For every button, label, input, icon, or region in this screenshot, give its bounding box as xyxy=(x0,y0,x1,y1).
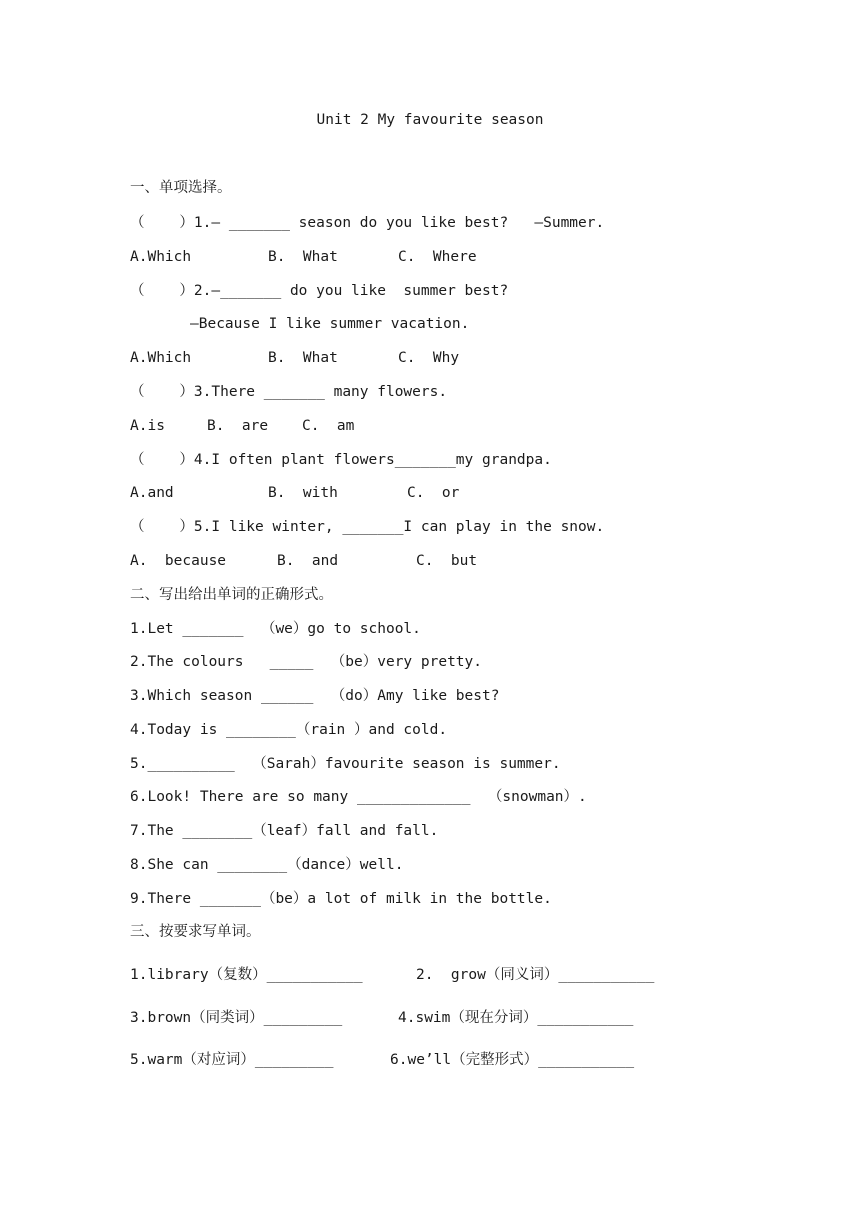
word-form-item-9: 9.There _______（be）a lot of milk in the bottle. xyxy=(130,891,552,907)
question-3: （ ）3.There _______ many flowers. xyxy=(130,384,448,400)
q3-option-b: B. are xyxy=(207,418,269,434)
section2-heading: 二、写出给出单词的正确形式。 xyxy=(130,587,333,603)
word-form-item-8: 8.She can ________（dance）well. xyxy=(130,857,404,873)
word-form-item-5: 5.__________ （Sarah）favourite season is summer. xyxy=(130,756,561,772)
q4-option-b: B. with xyxy=(268,485,338,501)
question-2-answer: —Because I like summer vacation. xyxy=(190,316,470,332)
q5-option-c: C. but xyxy=(416,553,478,569)
q2-option-b: B. What xyxy=(268,350,338,366)
word-form-item-7: 7.The ________（leaf）fall and fall. xyxy=(130,823,439,839)
word-task-2: 2. grow（同义词）___________ xyxy=(416,967,655,983)
q1-option-c: C. Where xyxy=(398,249,477,265)
word-form-item-4: 4.Today is ________（rain ）and cold. xyxy=(130,722,448,738)
word-form-item-6: 6.Look! There are so many _____________ （snowman）. xyxy=(130,789,587,805)
q1-option-a: A.Which xyxy=(130,249,192,265)
word-form-item-2: 2.The colours _____ （be）very pretty. xyxy=(130,654,483,670)
q4-option-a: A.and xyxy=(130,485,174,501)
question-1: （ ）1.— _______ season do you like best? —Summer. xyxy=(130,215,605,231)
word-task-5: 5.warm（对应词）_________ xyxy=(130,1052,334,1068)
question-5: （ ）5.I like winter, _______I can play in the snow. xyxy=(130,519,605,535)
word-form-item-1: 1.Let _______ （we）go to school. xyxy=(130,621,421,637)
q2-option-a: A.Which xyxy=(130,350,192,366)
word-task-3: 3.brown（同类词）_________ xyxy=(130,1010,343,1026)
q5-option-b: B. and xyxy=(277,553,339,569)
question-4: （ ）4.I often plant flowers_______my grandpa. xyxy=(130,452,552,468)
section1-heading: 一、单项选择。 xyxy=(130,180,232,196)
section3-heading: 三、按要求写单词。 xyxy=(130,924,261,940)
q4-option-c: C. or xyxy=(407,485,460,501)
question-2: （ ）2.—_______ do you like summer best? xyxy=(130,283,509,299)
word-task-6: 6.we’ll（完整形式）___________ xyxy=(390,1052,635,1068)
word-form-item-3: 3.Which season ______ （do）Amy like best? xyxy=(130,688,500,704)
q1-option-b: B. What xyxy=(268,249,338,265)
worksheet-title: Unit 2 My favourite season xyxy=(316,112,544,128)
word-task-4: 4.swim（现在分词）___________ xyxy=(398,1010,634,1026)
q3-option-c: C. am xyxy=(302,418,355,434)
q3-option-a: A.is xyxy=(130,418,165,434)
q5-option-a: A. because xyxy=(130,553,227,569)
word-task-1: 1.library（复数）___________ xyxy=(130,967,363,983)
q2-option-c: C. Why xyxy=(398,350,460,366)
